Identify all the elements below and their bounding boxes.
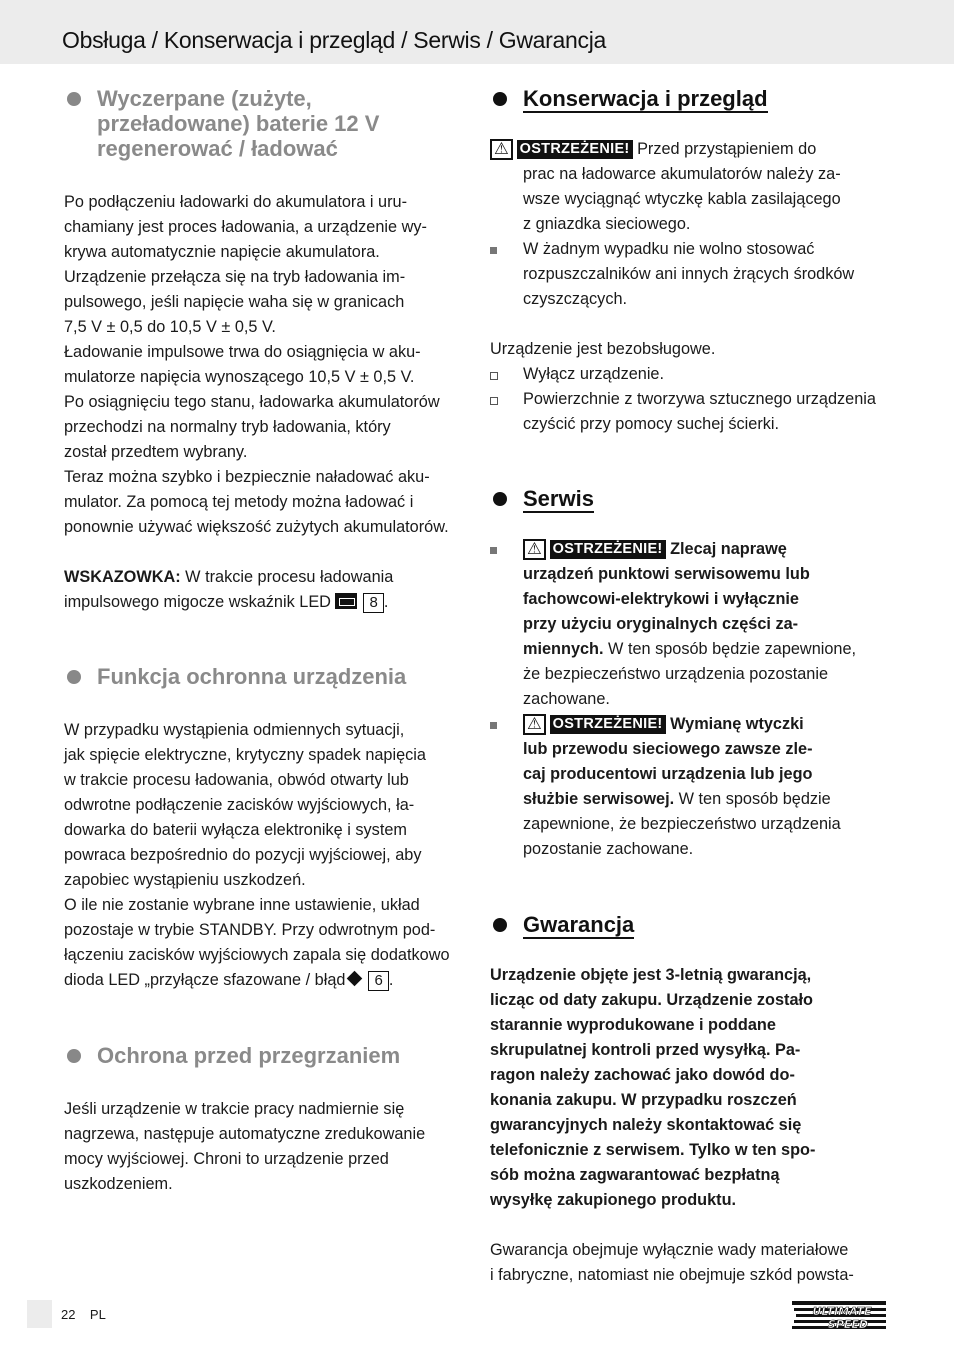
warning-triangle-icon: ⚠	[523, 714, 546, 735]
warranty-bold-paragraph: Urządzenie objęte jest 3-letnią gwarancją, licząc od daty zakupu. Urządzenie zostało starannie wyprodukowane i poddane skrupulatnej kontroli przed wysyłką. Pa- ragon należy zachować jako dowód do- konania zakupu. W przypadku roszczeń gwarancyjnych należy skontaktować się telefonicznie z serwisem. Tylko w ten spo- sób można zagwarantować bezpłatną wysyłkę zakupionego produktu.	[490, 966, 816, 1209]
right-column	[490, 84, 890, 1288]
heading-service: Serwis	[490, 486, 890, 511]
page-number: 22	[61, 1307, 76, 1322]
page-header	[0, 0, 954, 64]
step-item: Powierzchnie z tworzywa sztucznego urządzenia czyścić przy pomocy suchej ścierki.	[490, 387, 890, 437]
list-item: W żadnym wypadku nie wolno stosować rozpuszczalników ani innych żrących środków czyszczących.	[490, 237, 890, 312]
heading-maintenance: Konserwacja i przegląd	[490, 86, 890, 111]
diamond-icon	[347, 971, 363, 987]
checkbox-bullet-icon	[490, 397, 498, 405]
ref-number: 6	[368, 971, 388, 991]
bullet-dot-icon	[493, 92, 507, 106]
warning-triangle-icon: ⚠	[490, 139, 513, 160]
language-code: PL	[89, 1307, 106, 1322]
led-battery-icon	[335, 593, 357, 609]
bullet-dot-icon	[67, 92, 81, 106]
left-column	[64, 84, 464, 1197]
maintenance-free-text: Urządzenie jest bezobsługowe.	[490, 340, 716, 358]
warning-badge: OSTRZEŻENIE!	[517, 140, 633, 159]
heading-overheat: Ochrona przed przegrzaniem	[64, 1043, 464, 1068]
maintenance-warning: ⚠ OSTRZEŻENIE! Przed przystąpieniem do prac na ładowarce akumulatorów należy za- wsze wyciągnąć wtyczkę kabla zasilającego z gniazdka sieciowego.	[490, 137, 890, 237]
bullet-dot-icon	[493, 918, 507, 932]
svg-text:ULTIMATE: ULTIMATE	[812, 1305, 872, 1318]
square-bullet-icon	[490, 247, 497, 254]
brand-logo	[792, 1301, 890, 1331]
heading-batteries: Wyczerpane (zużyte, przeładowane) baterie 12 V regenerować / ładować	[64, 86, 464, 161]
svg-text:SPEED: SPEED	[827, 1318, 869, 1331]
ref-number: 8	[363, 593, 383, 613]
footer-box	[27, 1300, 52, 1328]
page-title: Obsługa / Konserwacja i przegląd / Serwis / Gwarancja	[62, 27, 607, 53]
warning-badge: OSTRZEŻENIE!	[550, 540, 666, 559]
heading-warranty: Gwarancja	[490, 912, 890, 937]
checkbox-bullet-icon	[490, 372, 498, 380]
warranty-paragraph: Gwarancja obejmuje wyłącznie wady materiałowe i fabryczne, natomiast nie obejmuje szkód powsta-	[490, 1241, 854, 1284]
square-bullet-icon	[490, 547, 497, 554]
note-paragraph: WSKAZOWKA: W trakcie procesu ładowania impulsowego migocze wskaźnik LED 8 .	[64, 568, 394, 611]
batteries-paragraph: Po podłączeniu ładowarki do akumulatora i uru- chamiany jest proces ładowania, a urządzenie wy- krywa automatycznie napięcie akumulatora. Urządzenie przełącza się na tryb ładowania im- pulsowego, jeśli napięcie waha się w granicach 7,5 V ± 0,5 do 10,5 V ± 0,5 V. Ładowanie impulsowe trwa do osiągnięcia w aku- mulatorze napięcia wynoszącego 10,5 V ± 0,5 V. Po osiągnięciu tego stanu, ładowarka akumulatorów przechodzi na normalny tryb ładowania, który został przedtem wybrany. Teraz można szybko i bezpiecznie naładować aku- mulator. Za pomocą tej metody można ładować i ponownie używać większość zużytych akumulatorów.	[64, 193, 449, 536]
warning-badge: OSTRZEŻENIE!	[550, 715, 666, 734]
service-warning-1: ⚠ OSTRZEŻENIE! Zlecaj naprawę urządzeń punktowi serwisowemu lub fachowcowi-elektrykowi i wyłącznie przy użyciu oryginalnych części za- miennych. W ten sposób będzie zapewnione, że bezpieczeństwo urządzenia pozostanie zachowane.	[490, 537, 890, 712]
square-bullet-icon	[490, 722, 497, 729]
warning-triangle-icon: ⚠	[523, 539, 546, 560]
bullet-dot-icon	[67, 670, 81, 684]
note-label: WSKAZOWKA:	[64, 568, 181, 586]
protection-paragraph: W przypadku wystąpienia odmiennych sytuacji, jak spięcie elektryczne, krytyczny spadek napięcia w trakcie procesu ładowania, obwód otwarty lub odwrotne podłączenie zacisków wyjściowych, ła- dowarka do baterii wyłącza elektronikę i system powraca bezpośrednio do pozycji wyjściowej, aby zapobiec wystąpieniu uszkodzeń. O ile nie zostanie wybrane inne ustawienie, układ pozostaje w trybie STANDBY. Przy odwrotnym pod- łączeniu zacisków wyjściowych zapala się dodatkowo dioda LED „przyłącze sfazowane / błąd 6 .	[64, 721, 450, 989]
overheat-paragraph: Jeśli urządzenie w trakcie pracy nadmiernie się nagrzewa, następuje automatyczne zredukowanie mocy wyjściowej. Chroni to urządzenie przed uszkodzeniem.	[64, 1100, 426, 1193]
heading-protection: Funkcja ochronna urządzenia	[64, 664, 464, 689]
bullet-dot-icon	[67, 1049, 81, 1063]
step-item: Wyłącz urządzenie.	[490, 362, 890, 387]
service-warning-2: ⚠ OSTRZEŻENIE! Wymianę wtyczki lub przewodu sieciowego zawsze zle- caj producentowi urządzenia lub jego służbie serwisowej. W ten sposób będzie zapewnione, że bezpieczeństwo urządzenia pozostanie zachowane.	[490, 712, 890, 862]
bullet-dot-icon	[493, 492, 507, 506]
footer-page-info	[61, 1307, 106, 1322]
